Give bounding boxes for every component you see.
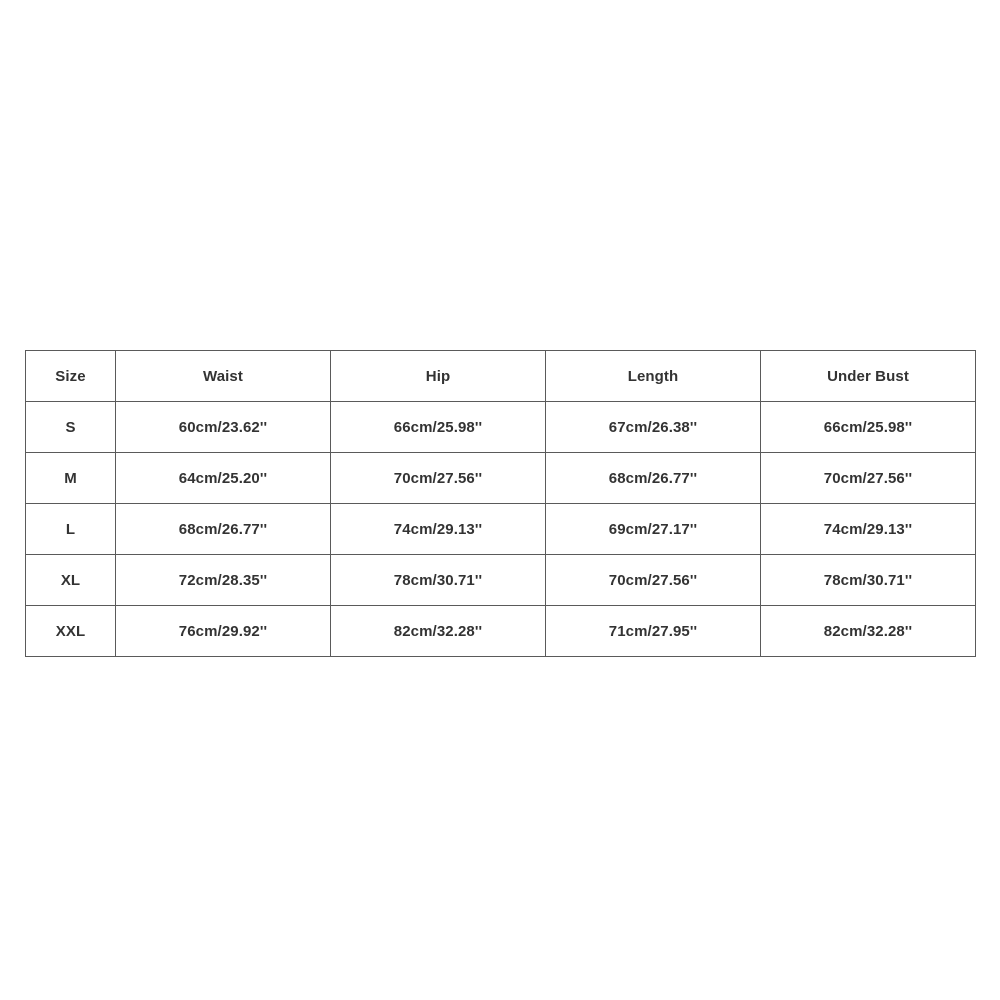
table-row [26,606,976,657]
header-hip: Hip [331,351,546,402]
hip-cell: 74cm/29.13'' [331,504,546,555]
waist-cell: 72cm/28.35'' [116,555,331,606]
waist-cell: 68cm/26.77'' [116,504,331,555]
waist-cell: 64cm/25.20'' [116,453,331,504]
under-bust-cell: 82cm/32.28'' [761,606,976,657]
header-length: Length [546,351,761,402]
table-row [26,555,976,606]
size-cell: S [26,402,116,453]
header-waist: Waist [116,351,331,402]
table-row [26,453,976,504]
size-cell: M [26,453,116,504]
length-cell: 67cm/26.38'' [546,402,761,453]
hip-cell: 82cm/32.28'' [331,606,546,657]
hip-cell: 66cm/25.98'' [331,402,546,453]
header-size: Size [26,351,116,402]
header-under-bust: Under Bust [761,351,976,402]
under-bust-cell: 66cm/25.98'' [761,402,976,453]
header-row [26,351,976,402]
waist-cell: 60cm/23.62'' [116,402,331,453]
hip-cell: 70cm/27.56'' [331,453,546,504]
size-chart-table [25,350,976,657]
table-row [26,402,976,453]
waist-cell: 76cm/29.92'' [116,606,331,657]
under-bust-cell: 70cm/27.56'' [761,453,976,504]
size-cell: XL [26,555,116,606]
under-bust-cell: 78cm/30.71'' [761,555,976,606]
table-row [26,504,976,555]
length-cell: 70cm/27.56'' [546,555,761,606]
length-cell: 71cm/27.95'' [546,606,761,657]
size-cell: L [26,504,116,555]
length-cell: 69cm/27.17'' [546,504,761,555]
hip-cell: 78cm/30.71'' [331,555,546,606]
length-cell: 68cm/26.77'' [546,453,761,504]
under-bust-cell: 74cm/29.13'' [761,504,976,555]
size-cell: XXL [26,606,116,657]
